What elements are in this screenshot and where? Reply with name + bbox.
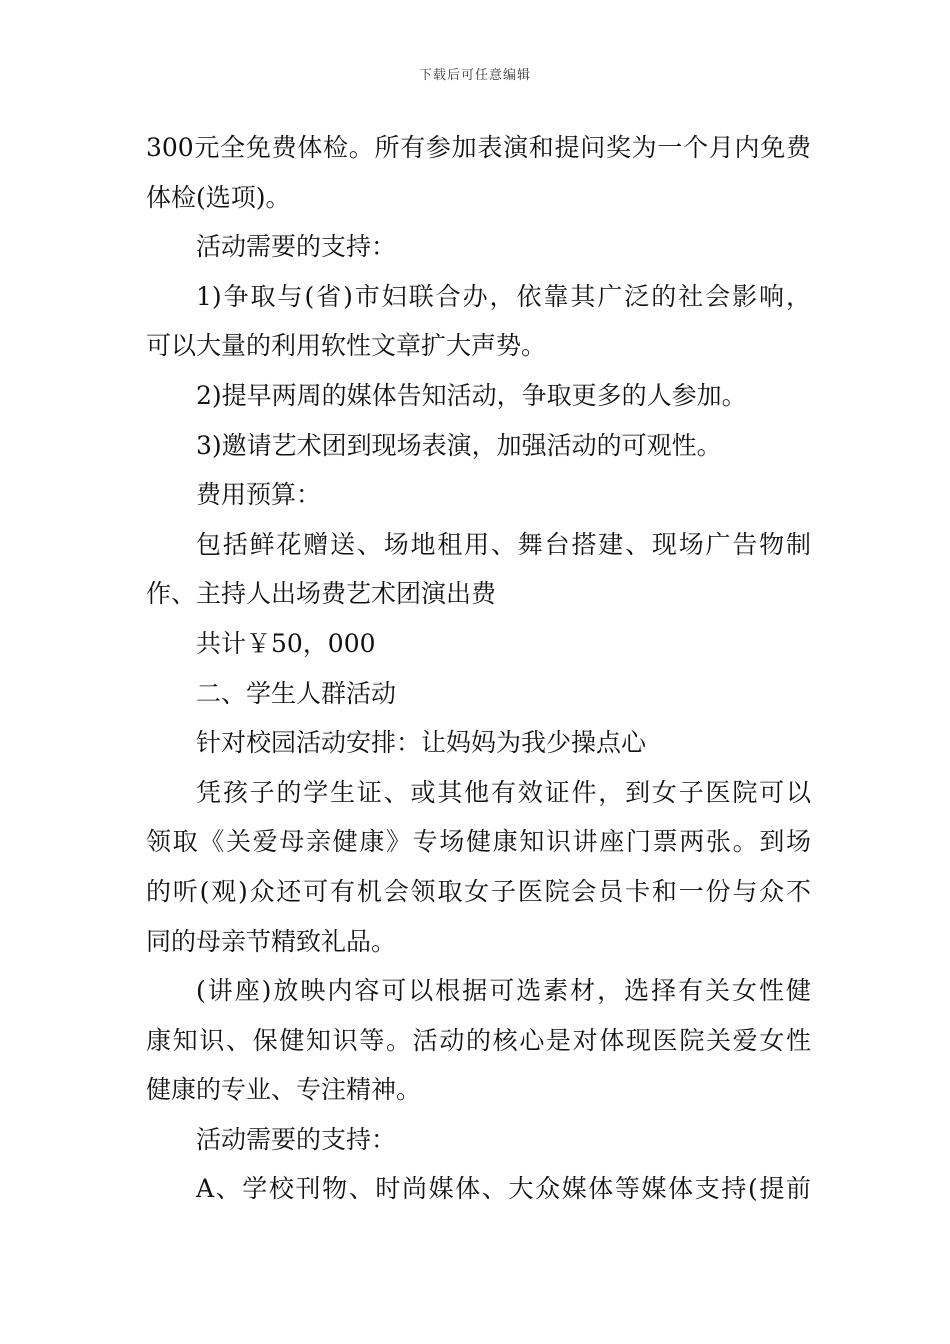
section-heading: 费用预算： [196,480,322,510]
text-line: (讲座)放映内容可以根据可选素材，选择有关女性健 [196,976,811,1006]
text-line: 同的母亲节精致礼品。 [146,926,397,956]
text-line: 作、主持人出场费艺术团演出费 [146,579,497,609]
section-heading: 活动需要的支持： [196,232,397,262]
list-item: 3)邀请艺术团到现场表演，加强活动的可观性。 [196,430,722,460]
list-item: A、学校刊物、时尚媒体、大众媒体等媒体支持(提前 [196,1174,811,1204]
list-item: 1)争取与(省)市妇联合办，依靠其广泛的社会影响， [196,281,811,311]
text-line: 健康的专业、专注精神。 [146,1075,422,1105]
text-line: 的听(观)众还可有机会领取女子医院会员卡和一份与众不 [146,876,811,906]
budget-total: 共计￥50，000 [196,628,376,658]
text-line: 康知识、保健知识等。活动的核心是对体现医院关爱女性 [146,1025,811,1055]
text-line: 领取《关爱母亲健康》专场健康知识讲座门票两张。到场 [146,827,811,857]
list-item: 2)提早两周的媒体告知活动，争取更多的人参加。 [196,380,747,410]
section-heading: 活动需要的支持： [196,1124,397,1154]
text-line: 针对校园活动安排：让妈妈为我少操点心 [196,728,647,758]
document-body [146,123,811,1214]
text-line: 300元全免费体检。所有参加表演和提问奖为一个月内免费 [146,133,811,162]
text-line: 包括鲜花赠送、场地租用、舞台搭建、现场广告物制 [196,529,811,559]
section-heading: 二、学生人群活动 [196,678,397,708]
text-line: 可以大量的利用软性文章扩大声势。 [146,331,547,361]
page-header-note: 下载后可任意编辑 [418,68,531,83]
text-line: 体检(选项)。 [146,182,291,212]
text-line: 凭孩子的学生证、或其他有效证件，到女子医院可以 [196,777,811,807]
